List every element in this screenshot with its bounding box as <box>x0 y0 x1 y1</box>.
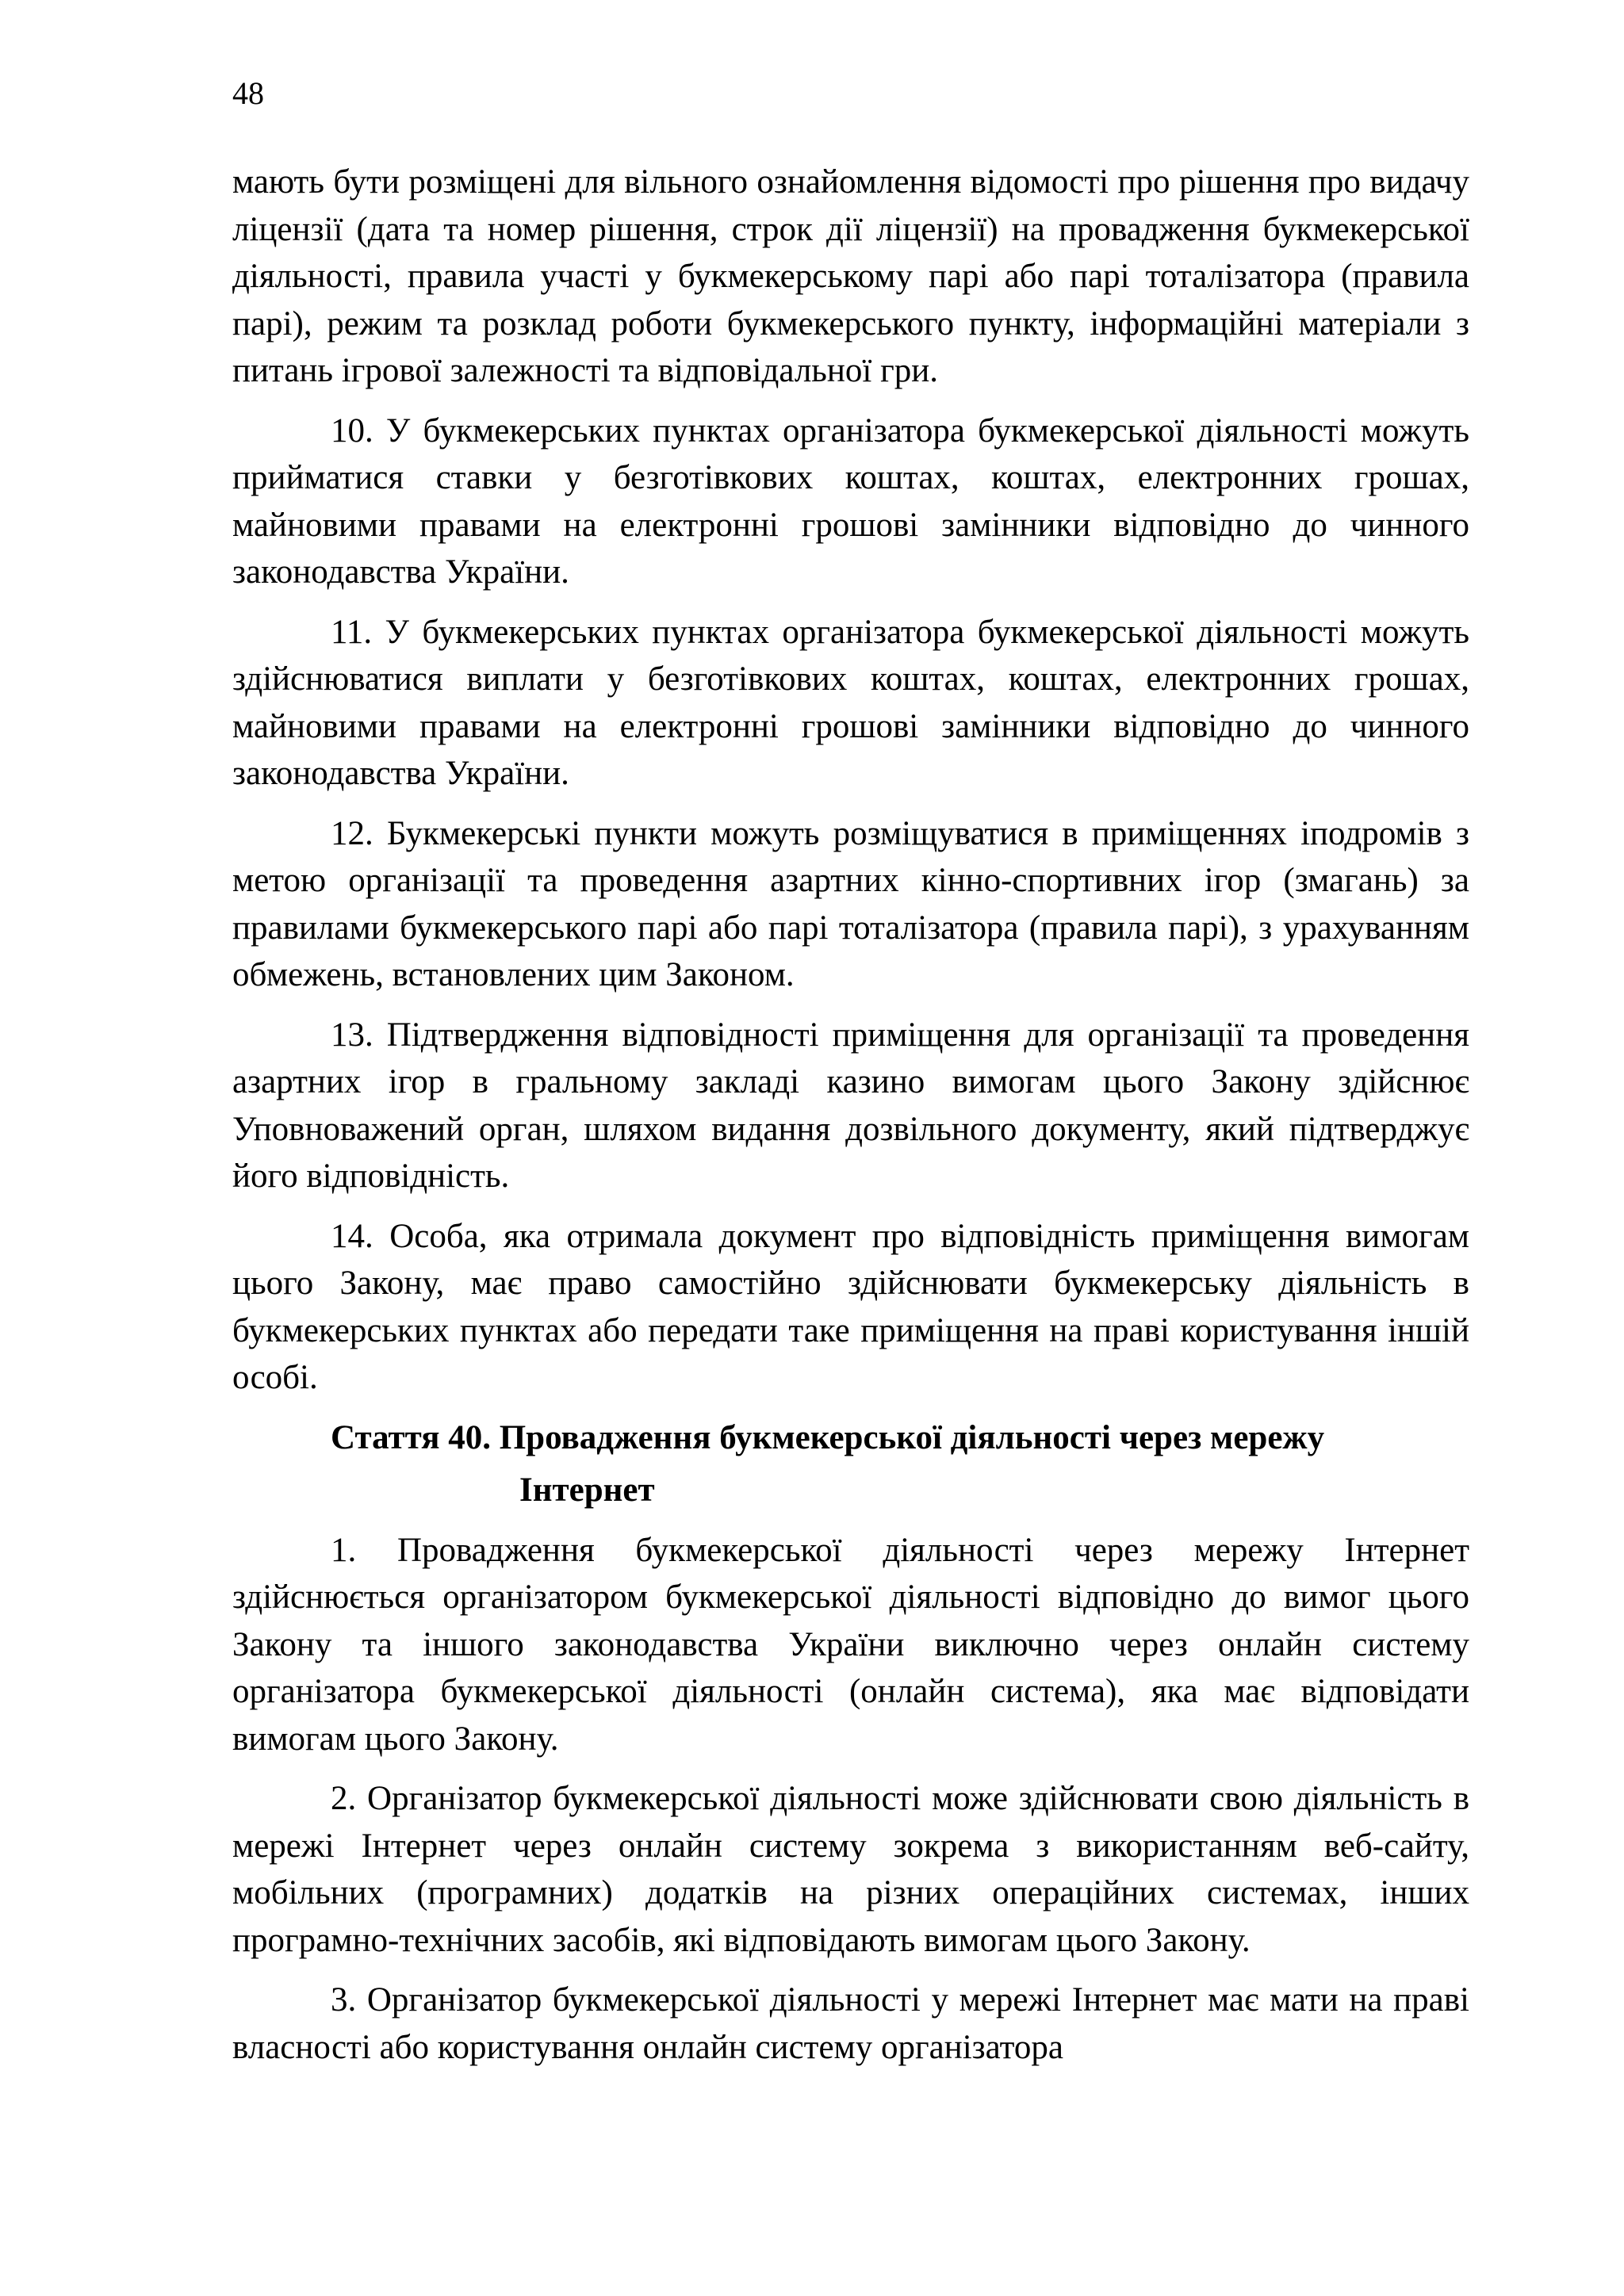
article-40-heading-line2: Інтернет <box>519 1471 655 1509</box>
article-40-heading-line1: Стаття 40. Провадження букмекерської діяльності через мережу <box>331 1418 1325 1456</box>
paragraph-continuation: мають бути розміщені для вільного ознайомлення відомості про рішення про видачу ліцензії (дата та номер рішення, строк дії ліцензії) на провадження букмекерської діяльності, правила участі у букмекерському парі або парі тоталізатора (правила парі), режим та розклад роботи букмекерського пункту, інформаційні матеріали з питань ігрової залежності та відповідальної гри. <box>232 163 1469 389</box>
paragraph-13: 13. Підтвердження відповідності приміщення для організації та проведення азартних ігор в гральному закладі казино вимогам цього Закону здійснює Уповноважений орган, шляхом видання дозвільного документу, який підтверджує його відповідність. <box>232 1016 1469 1195</box>
document-body <box>232 159 1469 2071</box>
article-40-paragraph-3: 3. Організатор букмекерської діяльності у мережі Інтернет має мати на праві власності або користування онлайн систему організатора <box>232 1981 1469 2066</box>
article-40-paragraph-2: 2. Організатор букмекерської діяльності може здійснювати свою діяльність в мережі Інтернет через онлайн систему зокрема з використанням веб-сайту, мобільних (програмних) додатків на різних операційних системах, інших програмно-технічних засобів, які відповідають вимогам цього Закону. <box>232 1780 1469 1959</box>
article-40-paragraph-1: 1. Провадження букмекерської діяльності через мережу Інтернет здійснюється організатором букмекерської діяльності відповідно до вимог цього Закону та іншого законодавства України виключно через онлайн систему організатора букмекерської діяльності (онлайн система), яка має відповідати вимогам цього Закону. <box>232 1531 1469 1758</box>
paragraph-10: 10. У букмекерських пунктах організатора букмекерської діяльності можуть прийматися ставки у безготівкових коштах, коштах, електронних грошах, майновими правами на електронні грошові замінники відповідно до чинного законодавства України. <box>232 411 1469 591</box>
paragraph-11: 11. У букмекерських пунктах організатора букмекерської діяльності можуть здійснюватися виплати у безготівкових коштах, коштах, електронних грошах, майновими правами на електронні грошові замінники відповідно до чинного законодавства України. <box>232 613 1469 792</box>
paragraph-12: 12. Букмекерські пункти можуть розміщуватися в приміщеннях іподромів з метою організації та проведення азартних кінно-спортивних ігор (змагань) за правилами букмекерського парі або парі тоталізатора (правила парі), з урахуванням обмежень, встановлених цим Законом. <box>232 814 1469 993</box>
paragraph-14: 14. Особа, яка отримала документ про відповідність приміщення вимогам цього Закону, має право самостійно здійснювати букмекерську діяльність в букмекерських пунктах або передати таке приміщення на праві користування іншій особі. <box>232 1217 1469 1396</box>
article-40-heading <box>232 1414 1469 1514</box>
page-number: 48 <box>232 75 264 111</box>
